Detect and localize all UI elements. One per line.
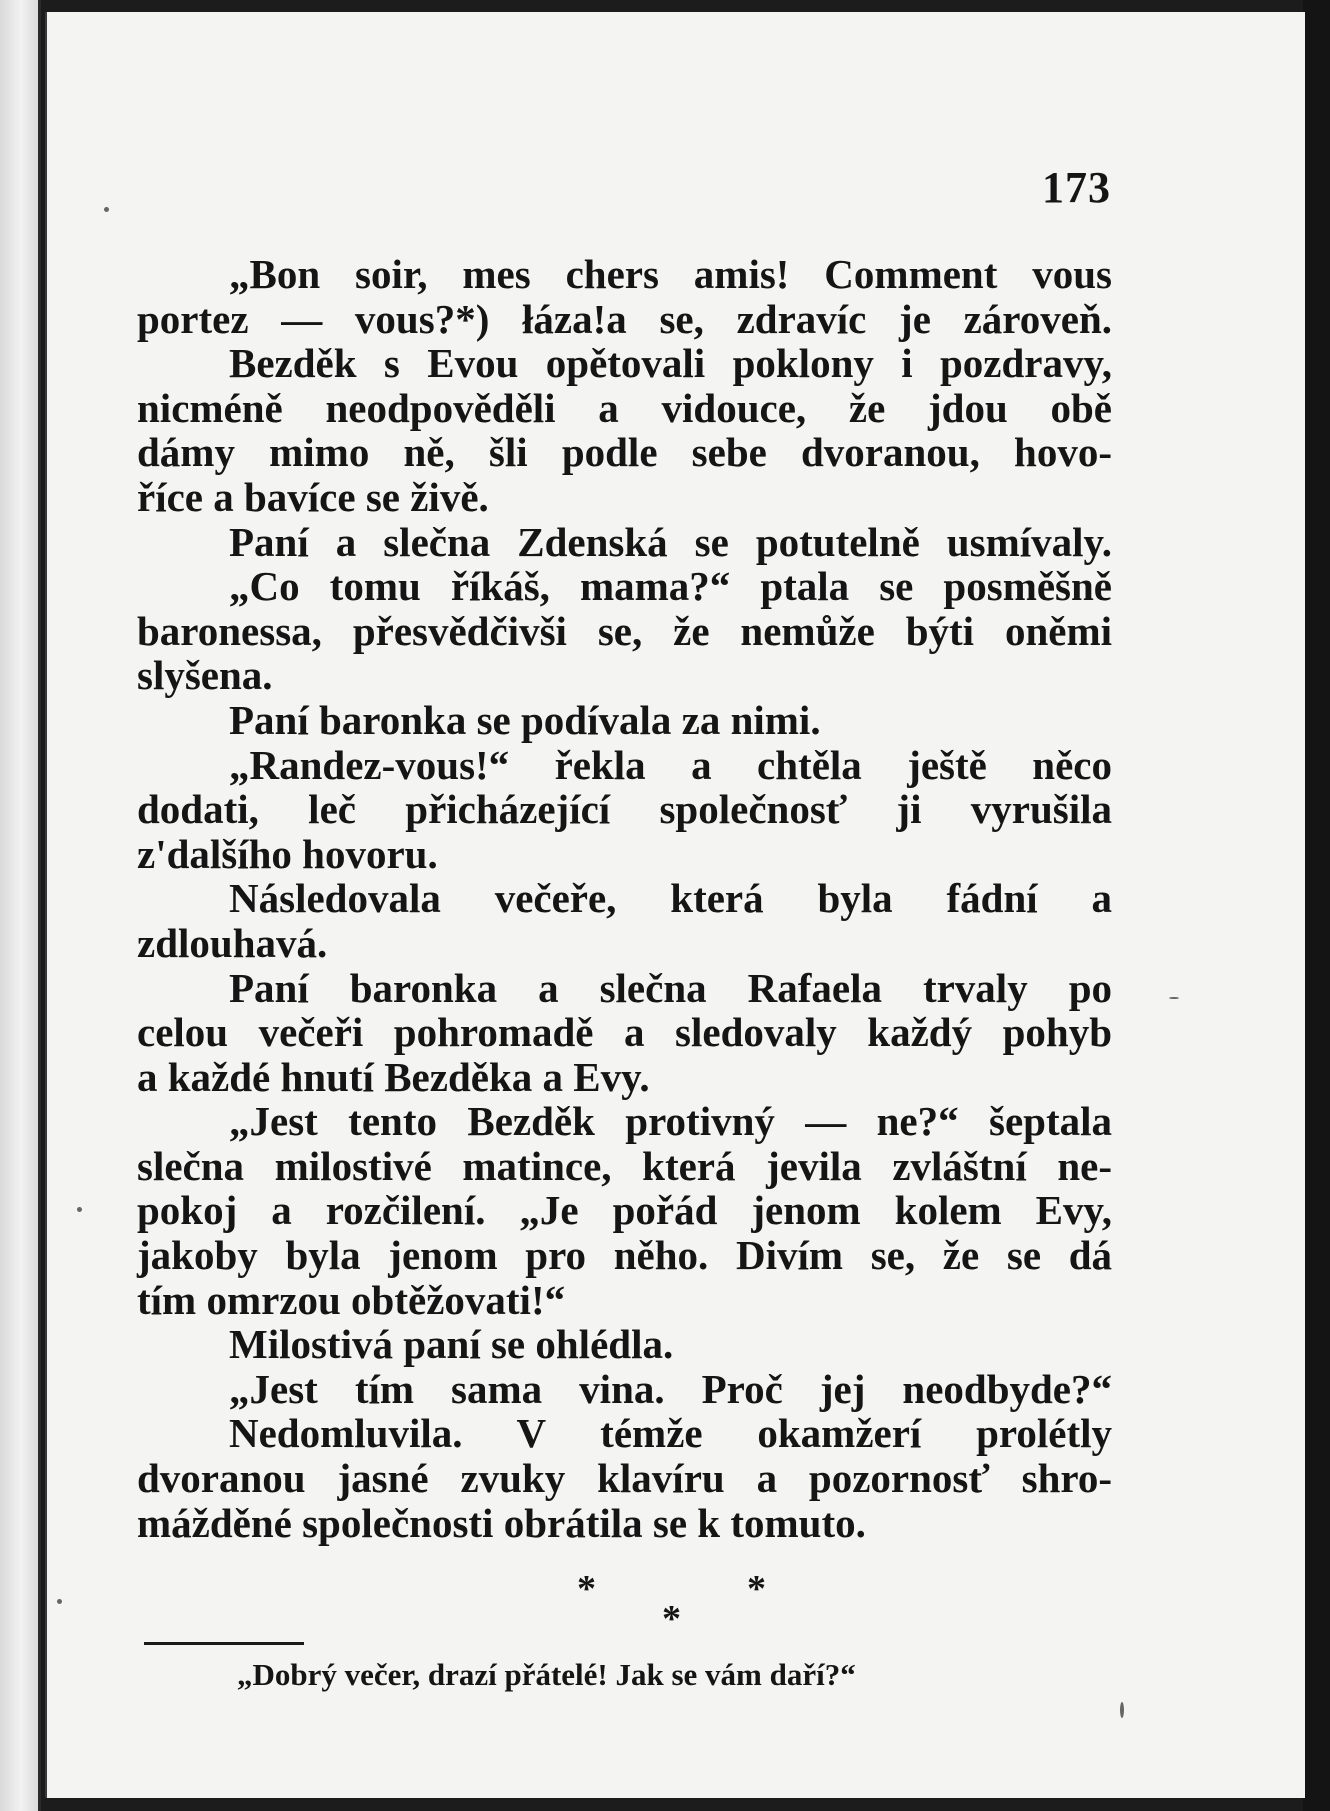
text-line: portez — vous?*) łáza!a se, zdravíc je zároveň. bbox=[137, 295, 1112, 342]
text-line: baronessa, přesvědčivši se, že nemůže býti oněmi bbox=[137, 607, 1112, 654]
asterisk: * bbox=[577, 1568, 596, 1610]
text-line: dvoranou jasné zvuky klavíru a pozornosť shro- bbox=[137, 1455, 1112, 1502]
text-line: Paní a slečna Zdenská se potutelně usmívaly. bbox=[229, 518, 1112, 565]
text-line: Paní baronka a slečna Rafaela trvaly po bbox=[229, 964, 1112, 1011]
asterisk: * bbox=[747, 1568, 766, 1610]
text-line: jakoby byla jenom pro něho. Divím se, že se dá bbox=[137, 1232, 1112, 1279]
text-line: „Jest tento Bezděk protivný — ne?“ šeptala bbox=[229, 1098, 1112, 1145]
text-line: a každé hnutí Bezděka a Evy. bbox=[137, 1053, 650, 1100]
text-line: Následovala večeře, která byla fádní a bbox=[229, 875, 1112, 922]
text-line: „Jest tím sama vina. Proč jej neodbyde?“ bbox=[229, 1365, 1112, 1412]
text-line: z'dalšího hovoru. bbox=[137, 830, 438, 877]
text-line: slyšena. bbox=[137, 652, 273, 699]
text-line: slečna milostivé matince, která jevila zvláštní ne- bbox=[137, 1142, 1112, 1189]
scan-border bbox=[1303, 0, 1330, 1811]
footnote: „Dobrý večer, drazí přátelé! Jak se vám daří?“ bbox=[237, 1657, 856, 1692]
text-line: „Randez-vous!“ řekla a chtěla ještě něco bbox=[229, 741, 1112, 788]
scan-speck bbox=[77, 1207, 82, 1212]
text-line: Bezděk s Evou opětovali poklony i pozdravy, bbox=[229, 340, 1112, 387]
scan-speck bbox=[57, 1599, 62, 1604]
text-line: pokoj a rozčilení. „Je pořád jenom kolem Evy, bbox=[137, 1187, 1112, 1234]
text-line: říce a bavíce se živě. bbox=[137, 473, 489, 520]
text-line: „Co tomu říkáš, mama?“ ptala se posměšně bbox=[229, 563, 1112, 610]
footnote-divider bbox=[144, 1642, 304, 1645]
book-page bbox=[45, 12, 1305, 1798]
text-line: Nedomluvila. V témže okamžerí prolétly bbox=[229, 1410, 1112, 1457]
text-line: Milostivá paní se ohlédla. bbox=[229, 1321, 674, 1368]
text-line: dodati, leč přicházející společnosť ji vyrušila bbox=[137, 786, 1112, 833]
page-number: 173 bbox=[1042, 163, 1111, 212]
scan-speck bbox=[1120, 1702, 1124, 1718]
text-line: zdlouhavá. bbox=[137, 919, 328, 966]
text-line: Paní baronka se podívala za nimi. bbox=[229, 696, 821, 743]
body-text bbox=[137, 252, 1112, 1545]
scan-speck bbox=[1169, 997, 1179, 999]
text-line: dámy mimo ně, šli podle sebe dvoranou, hovo- bbox=[137, 429, 1112, 476]
section-break-asterism bbox=[547, 1567, 787, 1640]
asterisk: * bbox=[662, 1598, 681, 1640]
text-line: „Bon soir, mes chers amis! Comment vous bbox=[229, 251, 1112, 297]
previous-page-edge bbox=[0, 0, 41, 1811]
text-line: tím omrzou obtěžovati!“ bbox=[137, 1276, 566, 1323]
text-line: celou večeři pohromadě a sledovaly každý pohyb bbox=[137, 1009, 1112, 1056]
text-line: nicméně neodpověděli a vidouce, že jdou obě bbox=[137, 384, 1112, 431]
text-line: mážděné společnosti obrátila se k tomuto. bbox=[137, 1499, 866, 1546]
scan-speck bbox=[104, 207, 109, 212]
